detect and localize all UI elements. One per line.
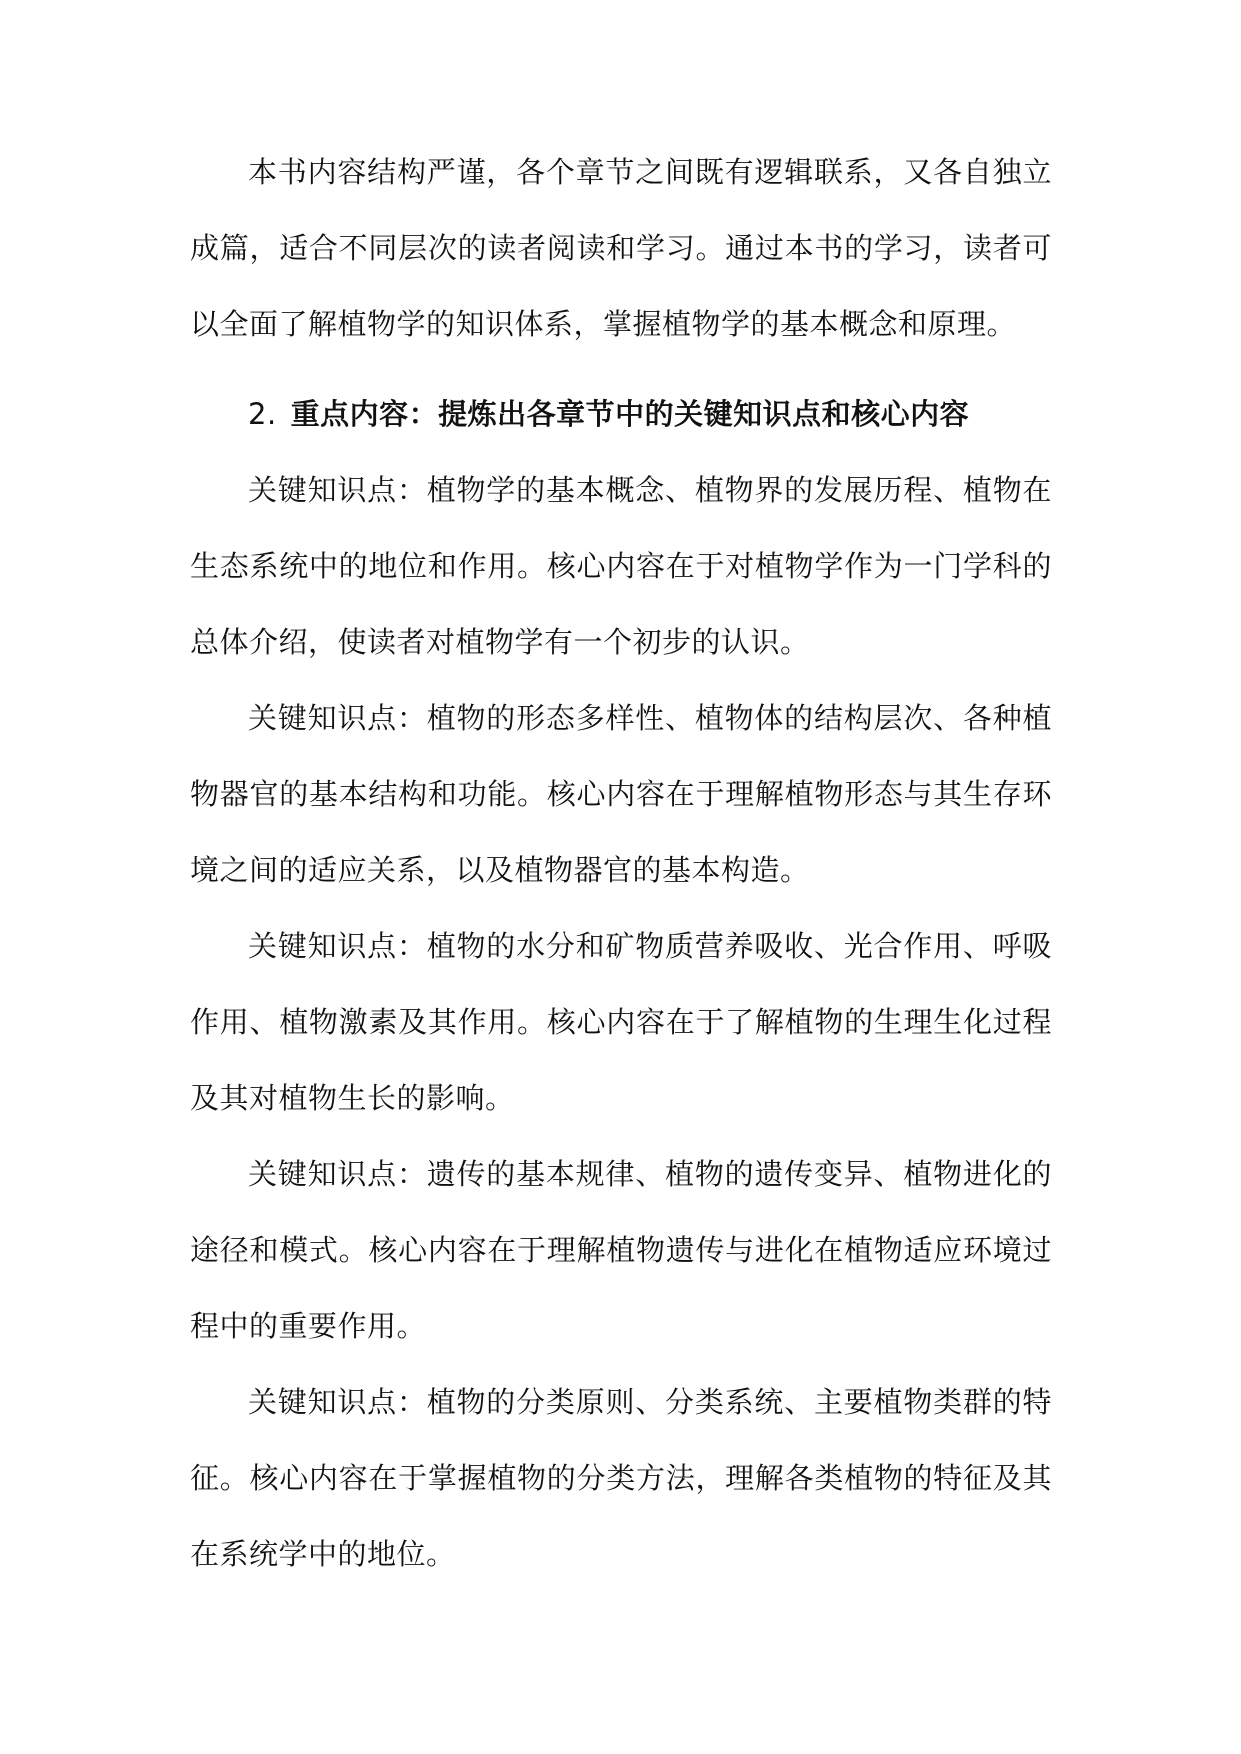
key-points-paragraph: 关键知识点：遗传的基本规律、植物的遗传变异、植物进化的途径和模式。核心内容在于理解植物遗传与进化在植物适应环境过程中的重要作用。	[190, 1157, 1052, 1343]
section-number: 2.	[248, 397, 277, 431]
section-title: 重点内容：提炼出各章节中的关键知识点和核心内容	[290, 397, 970, 431]
key-points-paragraph: 关键知识点：植物学的基本概念、植物界的发展历程、植物在生态系统中的地位和作用。核心内容在于对植物学作为一门学科的总体介绍，使读者对植物学有一个初步的认识。	[190, 473, 1052, 659]
intro-paragraph: 本书内容结构严谨，各个章节之间既有逻辑联系，又各自独立成篇，适合不同层次的读者阅读和学习。通过本书的学习，读者可以全面了解植物学的知识体系，掌握植物学的基本概念和原理。	[190, 155, 1052, 341]
key-points-paragraph: 关键知识点：植物的分类原则、分类系统、主要植物类群的特征。核心内容在于掌握植物的分类方法，理解各类植物的特征及其在系统学中的地位。	[190, 1385, 1052, 1571]
key-points-paragraph: 关键知识点：植物的水分和矿物质营养吸收、光合作用、呼吸作用、植物激素及其作用。核心内容在于了解植物的生理生化过程及其对植物生长的影响。	[190, 929, 1052, 1115]
document-page	[190, 134, 1052, 1592]
key-points-paragraph: 关键知识点：植物的形态多样性、植物体的结构层次、各种植物器官的基本结构和功能。核心内容在于理解植物形态与其生存环境之间的适应关系，以及植物器官的基本构造。	[190, 701, 1052, 887]
section-heading	[190, 376, 1052, 452]
